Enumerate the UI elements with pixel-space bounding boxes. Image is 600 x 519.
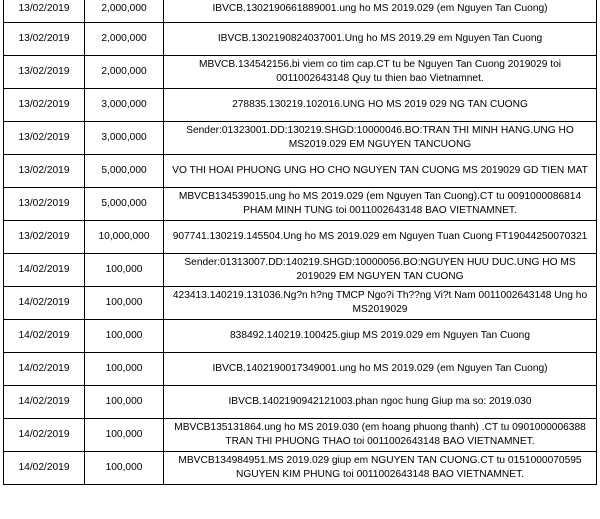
amount-cell: 100,000 [85, 287, 164, 320]
table-row [4, 89, 597, 122]
description-cell: MBVCB134984951.MS 2019.029 giup em NGUYEN TAN CUONG.CT tu 0151000070595 NGUYEN KIM PHUNG toi 0011002643148 BAO VIETNAMNET. [164, 452, 597, 485]
table-row [4, 452, 597, 485]
description-cell: Sender:01313007.DD:140219.SHGD:10000056.BO:NGUYEN HUU DUC.UNG HO MS 2019029 EM NGUYEN TAN CUONG [164, 254, 597, 287]
description-cell: IBVCB.1302190824037001.Ung ho MS 2019.29 em Nguyen Tan Cuong [164, 23, 597, 56]
table-row [4, 419, 597, 452]
amount-cell: 5,000,000 [85, 188, 164, 221]
date-cell: 14/02/2019 [4, 254, 85, 287]
table-row [4, 353, 597, 386]
date-cell: 13/02/2019 [4, 89, 85, 122]
donation-ledger-table [3, 0, 597, 485]
table-row [4, 320, 597, 353]
description-cell: MBVCB.134542156.bi viem co tim cap.CT tu be Nguyen Tan Cuong 2019029 toi 0011002643148 Quy tu thien bao Vietnamnet. [164, 56, 597, 89]
table-row [4, 56, 597, 89]
amount-cell: 3,000,000 [85, 89, 164, 122]
amount-cell: 5,000,000 [85, 155, 164, 188]
description-cell: 423413.140219.131036.Ng?n h?ng TMCP Ngo?i Th??ng Vi?t Nam 0011002643148 Ung ho MS2019029 [164, 287, 597, 320]
table-row [4, 155, 597, 188]
description-cell: IBVCB.1302190661889001.ung ho MS 2019.029 (em Nguyen Tan Cuong) [164, 0, 597, 23]
description-cell: MBVCB134539015.ung ho MS 2019.029 (em Nguyen Tan Cuong).CT tu 0091000086814 PHAM MINH TUNG toi 0011002643148 BAO VIETNAMNET. [164, 188, 597, 221]
date-cell: 14/02/2019 [4, 419, 85, 452]
amount-cell: 100,000 [85, 452, 164, 485]
date-cell: 14/02/2019 [4, 287, 85, 320]
date-cell: 13/02/2019 [4, 23, 85, 56]
amount-cell: 100,000 [85, 353, 164, 386]
table-row [4, 23, 597, 56]
description-cell: VO THI HOAI PHUONG UNG HO CHO NGUYEN TAN CUONG MS 2019029 GD TIEN MAT [164, 155, 597, 188]
amount-cell: 2,000,000 [85, 56, 164, 89]
table-row [4, 254, 597, 287]
date-cell: 14/02/2019 [4, 320, 85, 353]
date-cell: 13/02/2019 [4, 0, 85, 23]
description-cell: 838492.140219.100425.giup MS 2019.029 em Nguyen Tan Cuong [164, 320, 597, 353]
amount-cell: 2,000,000 [85, 23, 164, 56]
amount-cell: 100,000 [85, 254, 164, 287]
description-cell: 278835.130219.102016.UNG HO MS 2019 029 NG TAN CUONG [164, 89, 597, 122]
date-cell: 14/02/2019 [4, 353, 85, 386]
description-cell: 907741.130219.145504.Ung ho MS 2019.029 em Nguyen Tuan Cuong FT19044250070321 [164, 221, 597, 254]
table-row [4, 188, 597, 221]
table-row [4, 287, 597, 320]
date-cell: 13/02/2019 [4, 122, 85, 155]
description-cell: Sender:01323001.DD:130219.SHGD:10000046.BO:TRAN THI MINH HANG.UNG HO MS2019.029 EM NGUYEN TANCUONG [164, 122, 597, 155]
date-cell: 14/02/2019 [4, 452, 85, 485]
description-cell: IBVCB.1402190017349001.ung ho MS 2019.029 (em Nguyen Tan Cuong) [164, 353, 597, 386]
date-cell: 13/02/2019 [4, 188, 85, 221]
amount-cell: 100,000 [85, 419, 164, 452]
amount-cell: 100,000 [85, 386, 164, 419]
amount-cell: 3,000,000 [85, 122, 164, 155]
amount-cell: 2,000,000 [85, 0, 164, 23]
table-row [4, 0, 597, 23]
amount-cell: 10,000,000 [85, 221, 164, 254]
amount-cell: 100,000 [85, 320, 164, 353]
table-row [4, 122, 597, 155]
date-cell: 14/02/2019 [4, 386, 85, 419]
date-cell: 13/02/2019 [4, 56, 85, 89]
table-row [4, 386, 597, 419]
description-cell: IBVCB.1402190942121003.phan ngoc hung Giup ma so: 2019.030 [164, 386, 597, 419]
date-cell: 13/02/2019 [4, 155, 85, 188]
description-cell: MBVCB135131864.ung ho MS 2019.030 (em hoang phuong thanh) .CT tu 0901000006388 TRAN THI PHUONG THAO toi 0011002643148 BAO VIETNAMNET. [164, 419, 597, 452]
table-row [4, 221, 597, 254]
date-cell: 13/02/2019 [4, 221, 85, 254]
